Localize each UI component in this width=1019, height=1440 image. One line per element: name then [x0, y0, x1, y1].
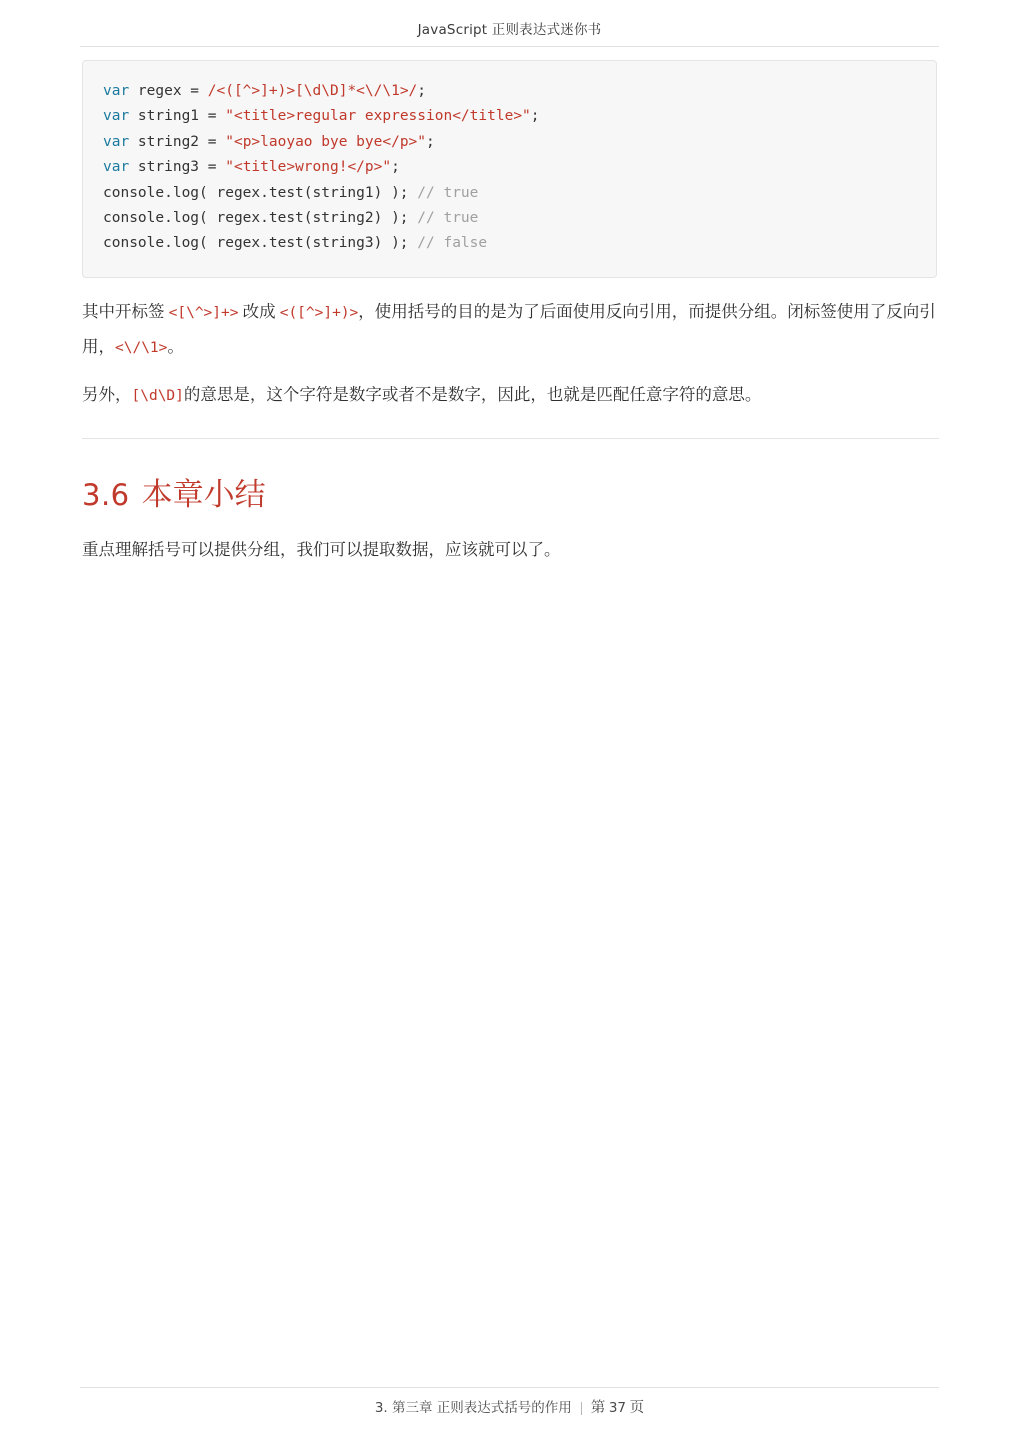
code-token: "<title>regular expression</title>"	[225, 108, 531, 125]
code-token: // true	[417, 210, 479, 227]
paragraph-any-char-explanation	[82, 378, 942, 413]
code-token: var	[103, 83, 138, 99]
paragraph-2-part-2: 的意思是，这个字符是数字或者不是数字，因此，也就是匹配任意字符的意思。	[183, 385, 762, 404]
section-title: 本章小结	[141, 477, 266, 512]
code-line	[103, 155, 916, 180]
code-line	[103, 79, 916, 104]
code-token: console.log( regex.test(string2) );	[103, 210, 418, 227]
code-token: ;	[391, 159, 400, 176]
inline-code-open-tag-grouped: <([^>]+)>	[279, 305, 359, 321]
code-token: var	[103, 108, 138, 125]
footer-page-prefix: 第	[590, 1400, 606, 1416]
inline-code-open-tag-original: <[\^>]+>	[168, 305, 239, 321]
code-token: // false	[417, 235, 488, 252]
code-token: regex =	[137, 83, 208, 99]
code-token: ;	[530, 108, 540, 125]
section-heading	[82, 473, 266, 517]
page-footer	[80, 1396, 939, 1417]
code-block	[82, 60, 937, 278]
inline-code-d-D: [\d\D]	[131, 388, 184, 404]
code-token: "<p>laoyao bye bye</p>"	[225, 133, 427, 150]
code-token: var	[103, 159, 138, 176]
code-line	[103, 206, 916, 231]
code-token: string1 =	[137, 108, 226, 125]
code-token: console.log( regex.test(string3) );	[103, 235, 418, 252]
paragraph-1-part-1: 其中开标签	[82, 302, 169, 321]
code-token: string3 =	[137, 159, 226, 176]
paragraph-summary: 重点理解括号可以提供分组，我们可以提取数据，应该就可以了。	[82, 540, 561, 559]
paragraph-1-part-3: ，使用括号的目的是为了后面使用反向引用，而提供分组。闭标签使用了反向引用，	[82, 302, 936, 356]
code-line	[103, 181, 916, 206]
section-divider	[82, 438, 939, 439]
footer-separator: |	[579, 1400, 583, 1416]
header-divider	[80, 46, 939, 47]
code-line	[103, 130, 916, 155]
code-line	[103, 104, 916, 129]
code-token: // true	[417, 184, 479, 201]
code-line	[103, 231, 916, 256]
code-token: string2 =	[137, 133, 226, 150]
paragraph-1-part-2: 改成	[238, 302, 280, 321]
code-lines	[103, 79, 916, 257]
code-token: ;	[426, 133, 435, 150]
code-token: /<([^>]+)>[\d\D]*<\/\1>/	[207, 83, 418, 99]
section-number: 3.6	[82, 478, 130, 512]
code-token: ;	[417, 83, 427, 99]
page-header-title: JavaScript 正则表达式迷你书	[417, 22, 602, 38]
code-token: console.log( regex.test(string1) );	[103, 184, 418, 201]
footer-divider	[80, 1387, 939, 1388]
paragraph-2-part-1: 另外，	[82, 385, 132, 404]
footer-chapter: 3. 第三章 正则表达式括号的作用	[374, 1400, 572, 1416]
paragraph-open-tag-explanation	[82, 295, 942, 365]
code-token: "<title>wrong!</p>"	[225, 159, 392, 176]
code-token: var	[103, 133, 138, 150]
footer-page-number: 37	[608, 1400, 627, 1416]
inline-code-close-tag: <\/\1>	[115, 340, 168, 356]
paragraph-1-part-4: 。	[167, 337, 184, 356]
footer-page-suffix: 页	[629, 1400, 645, 1416]
